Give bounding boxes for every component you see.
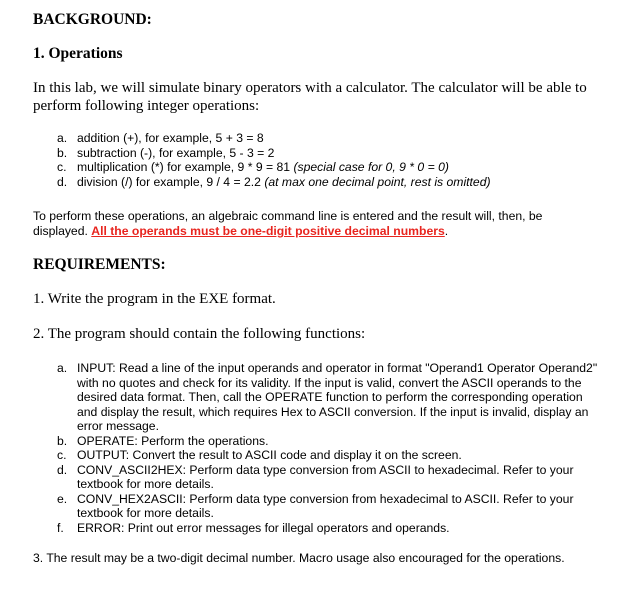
perform-text: To perform these operations, an algebraic command line is entered and the result will, then, be displayed. <box>33 209 543 238</box>
function-text: OUTPUT: Convert the result to ASCII code and display it on the screen. <box>77 448 462 462</box>
operations-heading: 1. Operations <box>33 45 123 62</box>
operation-text: multiplication (*) for example, 9 * 9 = 81 <box>77 160 294 174</box>
operation-note: (special case for 0, 9 * 0 = 0) <box>293 160 449 174</box>
operation-text: addition (+), for example, 5 + 3 = 8 <box>77 131 264 145</box>
function-text: CONV_HEX2ASCII: Perform data type conversion from hexadecimal to ASCII. Refer to your textbook for more details. <box>77 491 574 520</box>
requirements-heading: REQUIREMENTS: <box>33 256 166 273</box>
list-item <box>57 131 605 146</box>
list-item <box>57 146 605 161</box>
functions-list <box>57 361 605 535</box>
intro-paragraph: In this lab, we will simulate binary operators with a calculator. The calculator will be able to perform following integer operations: <box>33 80 587 114</box>
operand-requirement: All the operands must be one-digit positive decimal numbers <box>91 224 445 238</box>
function-text: ERROR: Print out error messages for illegal operators and operands. <box>77 520 450 535</box>
operations-list <box>57 131 605 189</box>
operation-text: subtraction (-), for example, 5 - 3 = 2 <box>77 145 275 160</box>
list-item <box>57 434 605 449</box>
list-marker: a. <box>57 361 68 375</box>
function-text: INPUT: Read a line of the input operands and operator in format "Operand1 Operator Operand2" with no quotes and check for its validity. If the input is valid, convert the ASCII operands to the desired data format. Then, call the OPERATE function to perform the corresponding operation and display the result, which requires Hex to ASCII conversion. If the input is invalid, display an error message. <box>77 361 598 433</box>
list-marker: c. <box>57 160 67 174</box>
list-item <box>57 521 605 536</box>
list-item <box>57 160 605 175</box>
requirement-2: 2. The program should contain the following functions: <box>33 326 366 342</box>
list-marker: d. <box>57 462 68 477</box>
list-item <box>57 175 605 190</box>
list-marker: d. <box>57 174 68 189</box>
list-item <box>57 492 605 521</box>
list-marker: a. <box>57 131 68 145</box>
requirement-1: 1. Write the program in the EXE format. <box>33 291 276 307</box>
requirement-3: 3. The result may be a two-digit decimal number. Macro usage also encouraged for the operations. <box>33 551 565 565</box>
list-item <box>57 448 605 463</box>
list-item <box>57 361 605 434</box>
list-marker: e. <box>57 491 68 506</box>
list-marker: f. <box>57 520 64 535</box>
list-marker: c. <box>57 448 67 462</box>
background-heading: BACKGROUND: <box>33 11 152 28</box>
list-marker: b. <box>57 145 68 160</box>
function-text: OPERATE: Perform the operations. <box>77 433 269 448</box>
list-marker: b. <box>57 433 68 448</box>
perform-paragraph <box>33 209 593 239</box>
operation-text: division (/) for example, 9 / 4 = 2.2 <box>77 174 265 189</box>
perform-end: . <box>444 224 449 238</box>
operation-note: (at max one decimal point, rest is omitted) <box>264 174 491 189</box>
list-item <box>57 463 605 492</box>
function-text: CONV_ASCII2HEX: Perform data type conversion from ASCII to hexadecimal. Refer to your textbook for more details. <box>77 462 574 491</box>
